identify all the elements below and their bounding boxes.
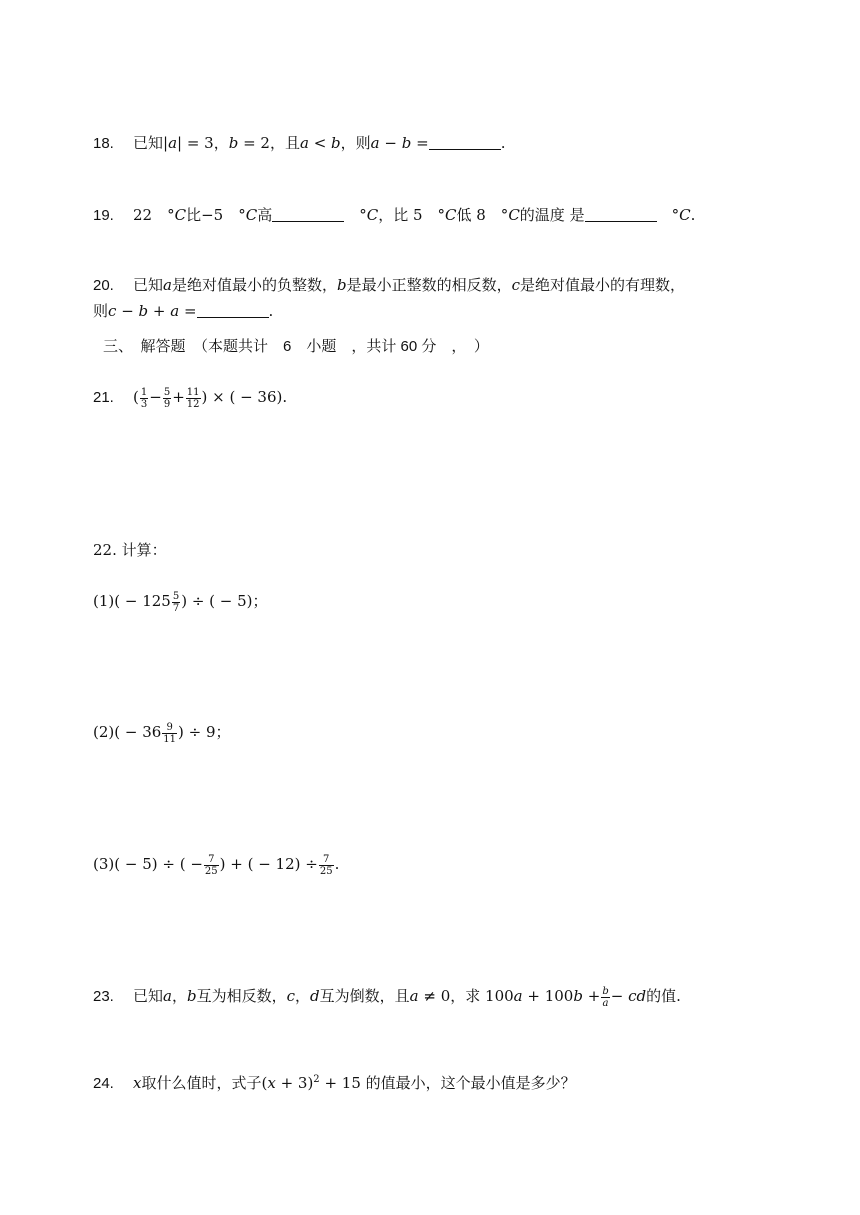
text: . [268,302,274,320]
text: + [148,302,171,320]
var-d: d [310,987,320,1005]
text: ，则 [340,134,371,152]
text: − [149,388,162,406]
numerator: 1 [140,386,148,398]
text: ) ÷ ( − 5)； [181,592,268,610]
unit-c: C [445,206,457,224]
text: + 100 [522,987,574,1005]
var-b: b [186,987,197,1005]
fraction [601,986,609,1009]
text: < [308,134,332,152]
exponent: 2 [313,1074,320,1085]
answer-blank[interactable] [197,303,269,318]
var-b: b [228,134,239,152]
denominator: 25 [319,865,333,877]
var-a: a [163,276,172,294]
text: 低 8 ° [456,206,509,224]
unit-c: C [245,206,258,224]
text: (1)( − 125 [93,592,171,610]
numerator: 7 [319,854,334,866]
denominator: 11 [163,733,177,745]
question-22-part-2 [93,718,231,746]
var-a: a [370,134,380,152]
var-cd: cd [628,987,647,1005]
var-c: c [286,987,296,1005]
text: . [500,134,506,152]
question-20 [93,275,685,296]
text: 互为倒数，且 [319,987,410,1005]
text: 已知 [133,276,164,294]
var-a: a [299,134,309,152]
var-x: x [133,1074,142,1092]
text: 是绝对值最小的负整数， [171,276,337,294]
text: . [334,855,340,873]
text: 是绝对值最小的有理数， [520,276,686,294]
denominator: 3 [140,398,148,410]
question-number: 18. [93,135,114,152]
numerator: 7 [204,854,219,866]
text: + 15 的值最小，这个最小值是多少？ [319,1074,576,1092]
text: + [172,388,185,406]
text: − [379,134,402,152]
unit-c: C [508,206,520,224]
text: ， [295,987,311,1005]
text: 的值. [646,987,681,1005]
question-number: 23. [93,988,114,1005]
text: ) + ( − 12) ÷ [219,855,318,873]
var-b: b [336,276,347,294]
numerator: 11 [186,386,200,398]
text: ( [133,388,139,406]
fraction [172,591,180,614]
text: = [411,134,429,152]
text: . [690,206,696,224]
section-heading: 三、 解答题 （本题共计 6 小题 ，共计 60 分 ， ） [103,338,489,355]
question-number: 19. [93,207,114,224]
unit-c: C [679,206,691,224]
numerator: 5 [163,386,171,398]
text: − [610,987,629,1005]
answer-blank[interactable] [429,135,501,150]
fraction [319,854,334,877]
var-a: a [168,134,178,152]
text: = 2，且 [238,134,300,152]
text: ° [344,206,367,224]
text: 是最小正整数的相反数， [346,276,512,294]
var-a: a [409,987,419,1005]
var-a: a [170,302,180,320]
var-b: b [401,134,412,152]
var-b: b [138,302,149,320]
text: 互为相反数， [196,987,287,1005]
text: − [116,302,139,320]
text: 已知 [133,987,164,1005]
var-c: c [108,302,117,320]
denominator: 25 [204,865,218,877]
numerator: b [602,985,609,997]
text: ° [656,206,680,224]
text: 高 [257,206,273,224]
question-number: 24. [93,1075,114,1092]
question-18 [93,133,505,154]
fraction [162,722,177,745]
fraction [163,387,171,410]
question-21 [93,383,287,412]
question-22-heading: 22. 计算： [93,541,167,559]
var-x: x [267,1074,276,1092]
text: 比−5 ° [186,206,246,224]
numerator: 5 [172,590,180,602]
question-19 [93,205,695,226]
fraction [140,387,148,410]
text: | = 3， [177,134,229,152]
text: (2)( − 36 [93,723,162,741]
text: + [582,987,601,1005]
var-b: b [573,987,583,1005]
question-24 [93,1070,576,1094]
text: ， [171,987,187,1005]
question-22-part-3 [93,850,339,878]
denominator: 7 [172,602,180,614]
question-number: 21. [93,389,114,406]
fraction [204,854,219,877]
text: ) × ( − 36). [201,388,288,406]
denominator: a [602,997,609,1009]
unit-c: C [366,206,379,224]
var-c: c [511,276,521,294]
question-number: 20. [93,277,114,294]
fraction [186,387,201,410]
denominator: 12 [186,398,200,410]
text: ) ÷ 9； [178,723,231,741]
unit-c: C [174,206,187,224]
text: ≠ 0，求 100 [418,987,514,1005]
answer-blank[interactable] [585,207,657,222]
text: ，比 5 ° [378,206,446,224]
denominator: 9 [163,398,171,410]
question-23 [93,982,681,1011]
text: 则 [93,302,109,320]
var-b: b [331,134,341,152]
text: 取什么值时，式子( [141,1074,268,1092]
answer-blank[interactable] [272,207,344,222]
var-a: a [513,987,523,1005]
numerator: 9 [162,722,177,734]
text: = [179,302,197,320]
text: (3)( − 5) ÷ ( − [93,855,203,873]
text: 已知| [133,134,169,152]
text: + 3) [275,1074,314,1092]
var-a: a [163,987,172,1005]
question-20-line2 [93,301,273,321]
text: 22 ° [133,206,175,224]
text: 的温度 是 [519,206,585,224]
question-22-part-1 [93,587,268,615]
